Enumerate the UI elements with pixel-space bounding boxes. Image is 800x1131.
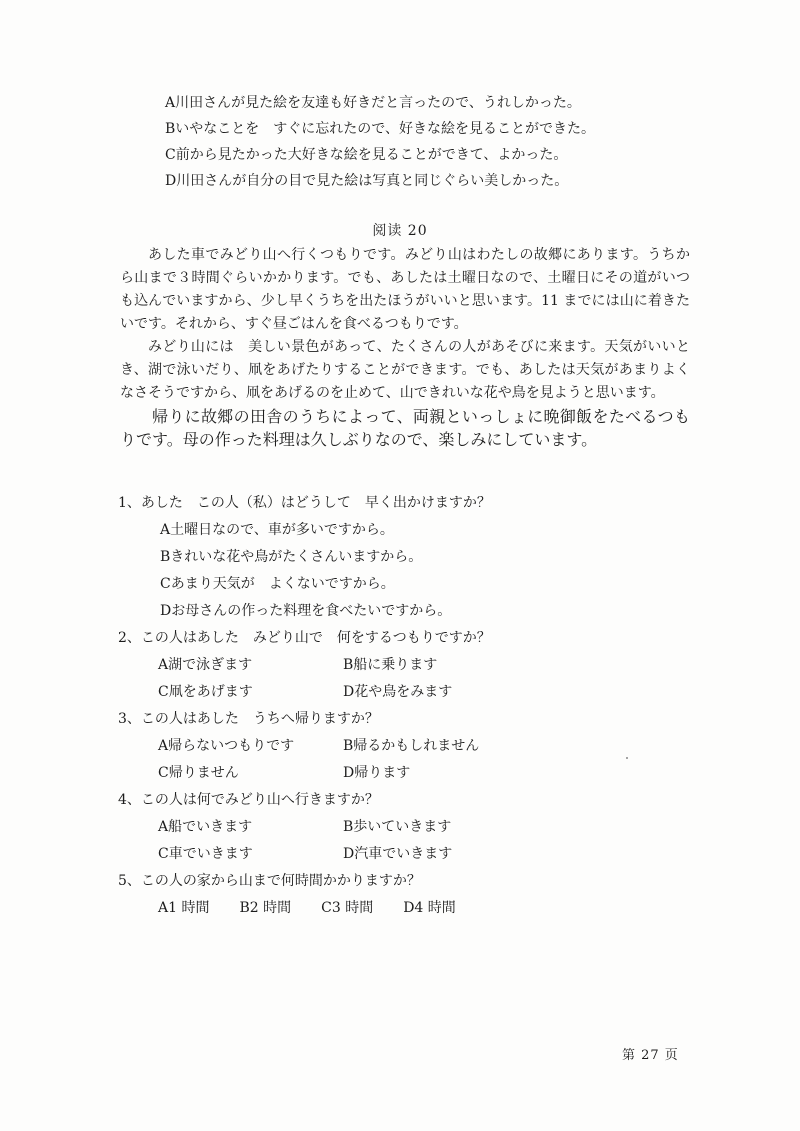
question-text: 2、この人はあした みどり山で 何をするつもりですか？ xyxy=(118,630,491,646)
option-a: A湖で泳ぎます xyxy=(158,657,253,673)
option-d: Dお母さんの作った料理を食べたいですから。 xyxy=(160,603,452,619)
option-a: A川田さんが見た絵を友達も好きだと言ったので、うれしかった。 xyxy=(165,95,581,111)
question-text: 1、あした この人（私）はどうして 早く出かけますか？ xyxy=(118,495,491,511)
option-d: D帰ります xyxy=(343,765,411,781)
question-options xyxy=(160,517,698,625)
previous-question-options xyxy=(165,90,725,194)
option-c: C3 時間 xyxy=(321,900,374,916)
page-number: 第 27 页 xyxy=(622,1048,679,1063)
question-text: 3、この人はあした うちへ帰りますか？ xyxy=(118,711,379,727)
option-a: A土曜日なので、車が多いですから。 xyxy=(160,522,394,538)
passage-paragraph: みどり山には 美しい景色があって、たくさんの人があそびに来ます。天気がいいとき、湖で泳いだり、凧をあげたりすることができます。でも、あしたは天気があまりよくなさそうですから、凧をあげるのを止めて、山できれいな花や鳥を見ようと思います。 xyxy=(120,339,690,401)
option-b: Bきれいな花や鳥がたくさんいますから。 xyxy=(160,549,423,565)
question-text: 4、この人は何でみどり山へ行きますか？ xyxy=(118,792,379,808)
option-c: C車でいきます xyxy=(158,846,253,862)
passage-paragraph: 帰りに故郷の田舎のうちによって、両親といっしょに晩御飯をたべるつもりです。母の作った料理は久しぶりなので、楽しみにしています。 xyxy=(120,407,690,449)
question-3 xyxy=(118,706,698,787)
option-b: B2 時間 xyxy=(239,900,292,916)
question-2 xyxy=(118,625,698,706)
option-b: Bいやなことを すぐに忘れたので、好きな絵を見ることができた。 xyxy=(165,121,596,137)
option-c: Cあまり天気が よくないですから。 xyxy=(160,576,395,592)
question-options xyxy=(158,652,698,706)
option-b: B歩いていきます xyxy=(343,819,452,835)
option-b: B船に乗ります xyxy=(343,657,438,673)
question-options xyxy=(158,733,698,787)
option-c: C前から見たかった大好きな絵を見ることができて、よかった。 xyxy=(165,147,568,163)
option-d: D汽車でいきます xyxy=(343,846,453,862)
question-list xyxy=(118,490,698,922)
reading-passage xyxy=(120,244,690,451)
scan-speck xyxy=(626,757,628,759)
option-c: C帰りません xyxy=(158,765,239,781)
option-a: A1 時間 xyxy=(158,900,210,916)
option-c: C凧をあげます xyxy=(158,684,253,700)
option-d: D4 時間 xyxy=(403,900,456,916)
question-5 xyxy=(118,868,698,922)
option-a: A船でいきます xyxy=(158,819,253,835)
question-1 xyxy=(118,490,698,625)
question-4 xyxy=(118,787,698,868)
option-d: D花や鳥をみます xyxy=(343,684,453,700)
question-options xyxy=(158,814,698,868)
option-a: A帰らないつもりです xyxy=(158,738,295,754)
question-options xyxy=(158,895,698,922)
question-text: 5、この人の家から山まで何時間かかりますか？ xyxy=(118,873,421,889)
option-d: D川田さんが自分の目で見た絵は写真と同じぐらい美しかった。 xyxy=(165,173,569,189)
section-title: 阅读 20 xyxy=(372,223,428,239)
option-b: B帰るかもしれません xyxy=(343,738,480,754)
passage-paragraph: あした車でみどり山へ行くつもりです。みどり山はわたしの故郷にあります。うちから山まで３時間ぐらいかかります。でも、あしたは土曜日なので、土曜日にその道がいつも込んでいますから、少し早くうちを出たほうがいいと思います。11 までには山に着きたいです。それから、すぐ昼ごはんを食べるつもりです。 xyxy=(120,247,690,332)
